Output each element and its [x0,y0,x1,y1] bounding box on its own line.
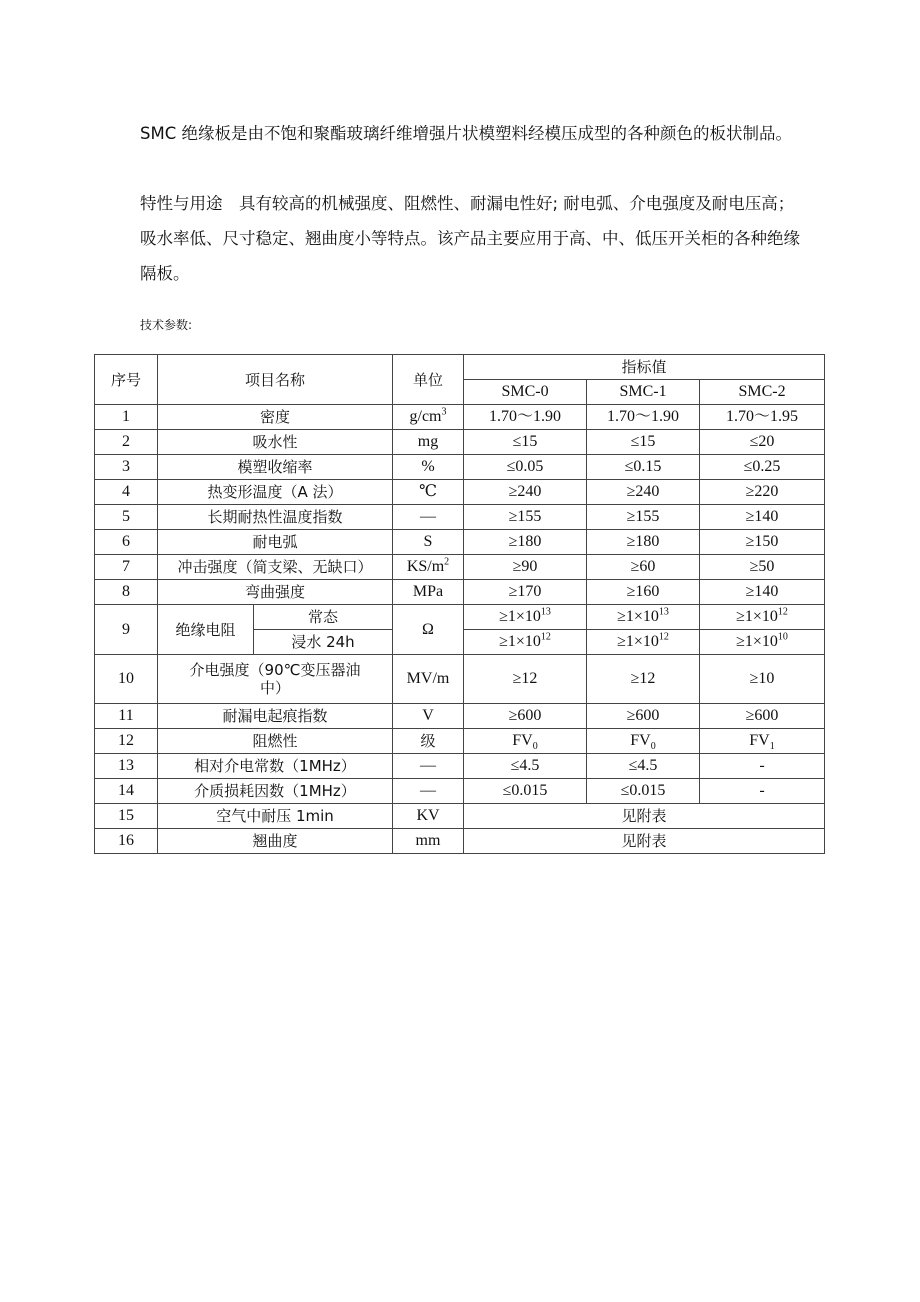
row-name: 吸水性 [158,430,393,455]
table-row [95,829,825,854]
row-unit: mg [393,430,464,455]
row-no: 8 [95,580,158,605]
row-value: ≥60 [587,555,700,580]
row-value: 1.70～1.90 [587,405,700,430]
row-unit: Ω [393,605,464,655]
row-value: $\ge 1\times 10^{13}$ [464,605,587,630]
row-no: 14 [95,779,158,804]
row-value: ≤0.25 [700,455,825,480]
row-no: 5 [95,505,158,530]
row-value: ≥50 [700,555,825,580]
header-grade: SMC-1 [587,380,700,405]
row-value: ≤0.015 [587,779,700,804]
row-value: ≤4.5 [587,754,700,779]
row-value: $\ge 1\times 10^{13}$ [587,605,700,630]
row-value: $\ge 1\times 10^{12}$ [700,605,825,630]
row-unit: mm [393,829,464,854]
tech-params-table [94,354,825,854]
table-row [95,405,825,430]
row-name: 长期耐热性温度指数 [158,505,393,530]
row-unit: ℃ [393,480,464,505]
row-value: ≤15 [464,430,587,455]
row-value: 1.70～1.90 [464,405,587,430]
row-value: ≤0.05 [464,455,587,480]
row-unit: % [393,455,464,480]
row-no: 11 [95,704,158,729]
row-value: ≥170 [464,580,587,605]
row-unit: MV/m [393,655,464,704]
table-row [95,455,825,480]
header-grade: SMC-0 [464,380,587,405]
row-name: 绝缘电阻 [158,605,254,655]
row-no: 7 [95,555,158,580]
row-value: ≤15 [587,430,700,455]
table-row [95,580,825,605]
header-seq: 序号 [95,355,158,405]
header-row [95,355,825,380]
row-no: 1 [95,405,158,430]
row-value: ≥600 [464,704,587,729]
row-no: 4 [95,480,158,505]
row-value: ≥180 [587,530,700,555]
row-value: ≥140 [700,580,825,605]
header-item: 项目名称 [158,355,393,405]
row-value: 1.70～1.95 [700,405,825,430]
row-value: ≥160 [587,580,700,605]
row-value: - [700,754,825,779]
row-name: 热变形温度（A 法） [158,480,393,505]
row-name: 密度 [158,405,393,430]
row-value: $\ge 1\times 10^{10}$ [700,630,825,655]
row-value: ≥600 [587,704,700,729]
table-row [95,505,825,530]
row-name: 耐漏电起痕指数 [158,704,393,729]
row-value: $FV_0$ [587,729,700,754]
row-name: 空气中耐压 1min [158,804,393,829]
row-no: 3 [95,455,158,480]
row-name: 翘曲度 [158,829,393,854]
row-no: 2 [95,430,158,455]
row-no: 6 [95,530,158,555]
row-value-merged: 见附表 [464,804,825,829]
row-name: 介电强度（90℃变压器油 中） [158,655,393,704]
row-unit: 级 [393,729,464,754]
table-row [95,729,825,754]
row-value: ≤0.015 [464,779,587,804]
row-value: ≤20 [700,430,825,455]
row-value: ≥12 [587,655,700,704]
row-value: ≥155 [587,505,700,530]
row-value: $\ge 1\times 10^{12}$ [464,630,587,655]
row-value: ≥90 [464,555,587,580]
row-unit: $g/cm^3$ [393,405,464,430]
row-value: $FV_0$ [464,729,587,754]
table-row [95,754,825,779]
row-unit: $KS/m^2$ [393,555,464,580]
table-row [95,804,825,829]
row-no: 16 [95,829,158,854]
table-row [95,704,825,729]
row-value-merged: 见附表 [464,829,825,854]
row-value: - [700,779,825,804]
intro-paragraph-2: 特性与用途 具有较高的机械强度、阻燃性、耐漏电性好; 耐电弧、介电强度及耐电压高；吸水率低、尺寸稳定、翘曲度小等特点。该产品主要应用于高、中、低压开关柜的各种绝缘隔板。 [140,194,800,283]
intro-paragraph-1: SMC 绝缘板是由不饱和聚酯玻璃纤维增强片状模塑料经模压成型的各种颜色的板状制品。 [140,124,792,143]
row-value: ≥220 [700,480,825,505]
row-value: ≤4.5 [464,754,587,779]
row-name: 介质损耗因数（1MHz） [158,779,393,804]
row-name: 阻燃性 [158,729,393,754]
row-value: ≥10 [700,655,825,704]
table-row [95,655,825,704]
row-unit: KV [393,804,464,829]
row-no: 9 [95,605,158,655]
table-caption: 技术参数: [140,318,193,332]
row-value: ≤0.15 [587,455,700,480]
row-unit: — [393,505,464,530]
row-value: ≥600 [700,704,825,729]
row-unit: V [393,704,464,729]
row-name: 相对介电常数（1MHz） [158,754,393,779]
row-value: ≥240 [464,480,587,505]
row-value: ≥150 [700,530,825,555]
row-name: 弯曲强度 [158,580,393,605]
table-row [95,779,825,804]
row-condition: 常态 [254,605,393,630]
row-value: $\ge 1\times 10^{12}$ [587,630,700,655]
table-row [95,555,825,580]
row-name: 模塑收缩率 [158,455,393,480]
row-value: ≥180 [464,530,587,555]
row-unit: — [393,779,464,804]
row-value: $FV_1$ [700,729,825,754]
row-value: ≥140 [700,505,825,530]
row-value: ≥155 [464,505,587,530]
row-no: 13 [95,754,158,779]
row-value: ≥12 [464,655,587,704]
row-no: 12 [95,729,158,754]
header-indicator: 指标值 [464,355,825,380]
row-unit: MPa [393,580,464,605]
table-row [95,530,825,555]
row-no: 15 [95,804,158,829]
row-condition: 浸水 24h [254,630,393,655]
table-row [95,605,825,630]
header-grade: SMC-2 [700,380,825,405]
row-name: 耐电弧 [158,530,393,555]
row-no: 10 [95,655,158,704]
table-row [95,430,825,455]
row-value: ≥240 [587,480,700,505]
header-unit: 单位 [393,355,464,405]
row-name: 冲击强度（简支梁、无缺口） [158,555,393,580]
row-unit: — [393,754,464,779]
table-row [95,480,825,505]
row-unit: S [393,530,464,555]
